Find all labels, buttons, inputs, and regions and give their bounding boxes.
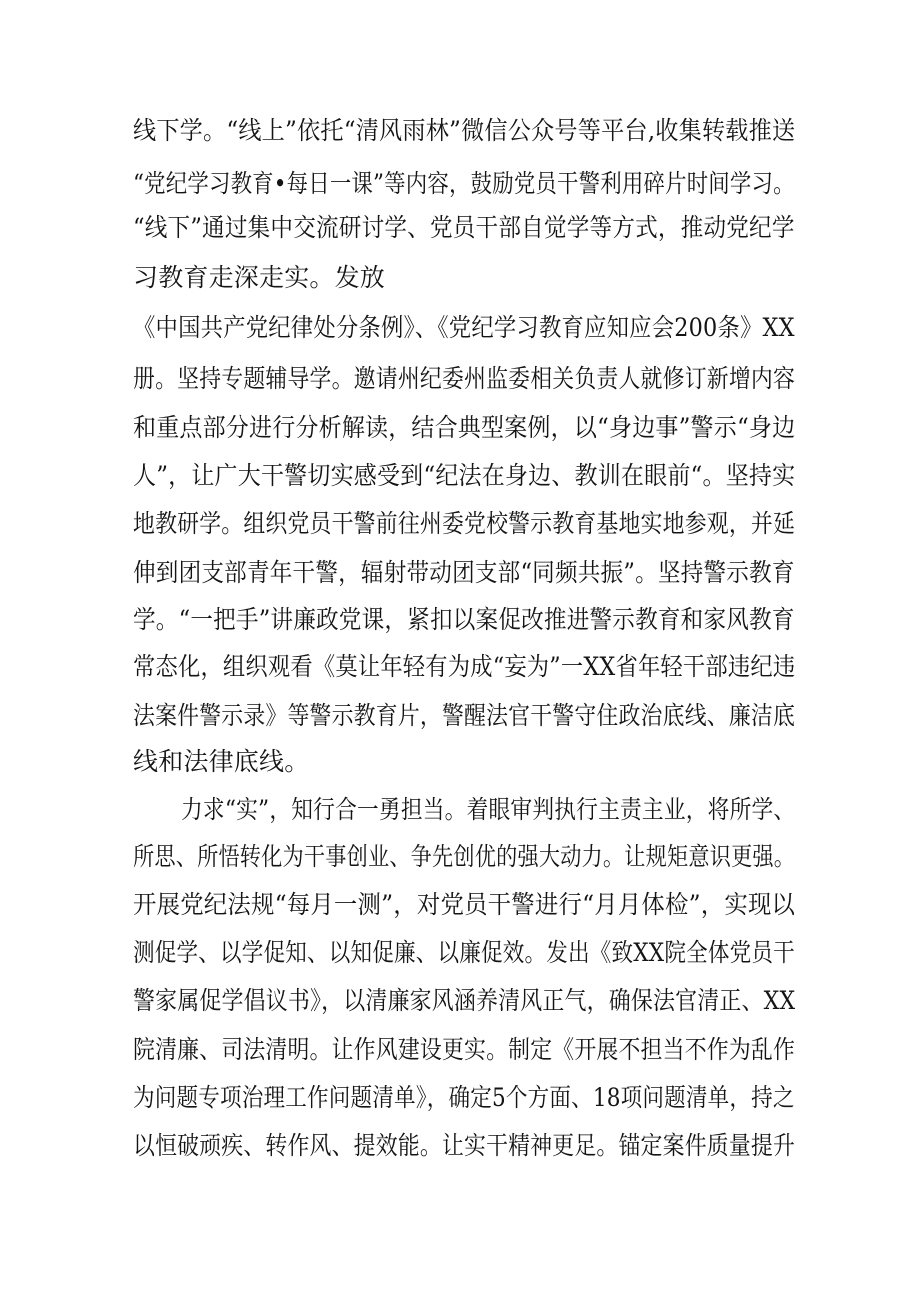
text-line-18: 测促学、以学促知、以知促廉、以廉促效。发出《致XX院全体党员干 — [133, 938, 795, 967]
text-line-11: 学。“一把手”讲廉政党课，紧扣以案促改推进警示教育和家风教育 — [133, 605, 795, 634]
text-line-14: 线和法律底线。 — [133, 747, 310, 776]
text-line-6: 册。坚持专题辅导学。邀请州纪委州监委相关负责人就修订新增内容 — [133, 364, 796, 393]
text-line-2: “党纪学习教育•每日一课”等内容，鼓励党员干警利用碎片时间学习。 — [133, 169, 795, 198]
text-line-12: 常态化，组织观看《莫让年轻有为成“妄为”一XX省年轻干部违纪违 — [133, 652, 796, 681]
text-line-17: 开展党纪法规“每月一测”，对党员干警进行“月月体检”，实现以 — [133, 890, 796, 919]
text-line-21: 为问题专项治理工作问题清单》，确定5个方面、18项问题清单，持之 — [133, 1083, 795, 1112]
text-line-7: 和重点部分进行分析解读，结合典型案例，以“身边事”警示“身边 — [133, 413, 796, 442]
text-line-19: 警家属促学倡议书》，以清廉家风涵养清风正气，确保法官清正、XX — [133, 986, 796, 1015]
text-line-16: 所思、所悟转化为干事创业、争先创优的强大动力。让规矩意识更强。 — [133, 842, 796, 871]
text-line-4: 习教育走深走实。发放 — [133, 263, 386, 292]
text-line-8: 人”，让广大干警切实感受到“纪法在身边、教训在眼前“。坚持实 — [133, 461, 796, 490]
text-line-22: 以恒破顽疾、转作风、提效能。让实干精神更足。锚定案件质量提升 — [133, 1131, 796, 1160]
text-line-13: 法案件警示录》等警示教育片，警醒法官干警守住政治底线、廉洁底 — [133, 701, 796, 730]
text-line-5: 《中国共产党纪律处分条例》、《党纪学习教育应知应会200条》XX — [133, 313, 795, 342]
text-line-10: 伸到团支部青年干警，辐射带动团支部“同频共振”。坚持警示教育 — [133, 558, 795, 587]
text-line-9: 地教研学。组织党员干警前往州委党校警示教育基地实地参观，并延 — [133, 509, 796, 538]
text-line-3: “线下”通过集中交流研讨学、党员干部自觉学等方式，推动党纪学 — [133, 213, 795, 242]
text-line-1: 线下学。“线上”依托“清风雨林”微信公众号等平台,收集转载推送 — [133, 116, 796, 145]
text-line-20: 院清廉、司法清明。让作风建设更实。制定《开展不担当不作为乱作 — [133, 1035, 796, 1064]
text-line-15: 力求“实”，知行合一勇担当。着眼审判执行主责主业，将所学、 — [181, 795, 796, 824]
